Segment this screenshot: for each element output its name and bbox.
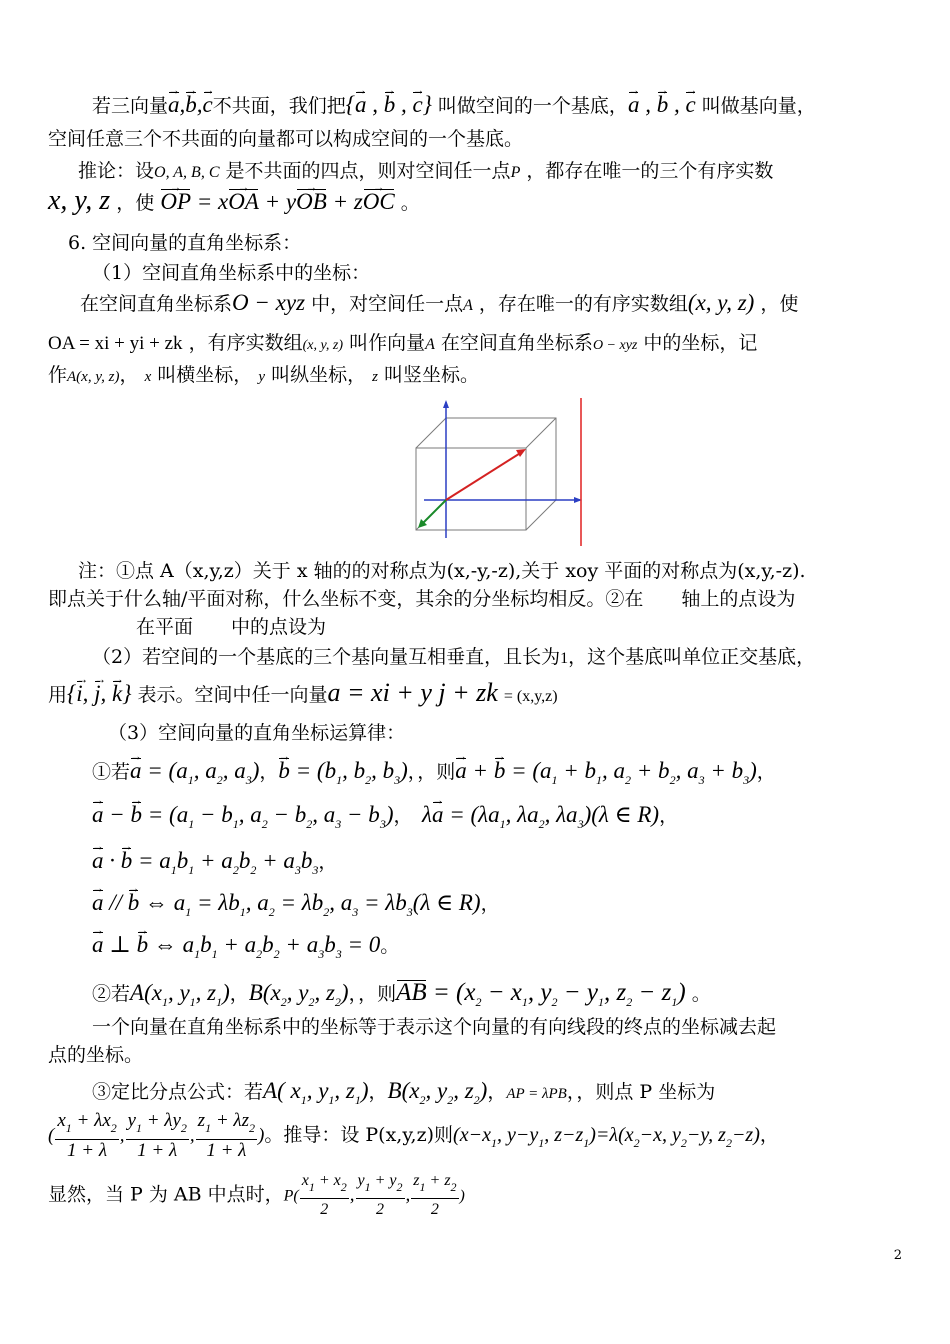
corollary-line: 推论：设O, A, B, C 是不共面的四点，则对空间任一点P ，都存在唯一的三个有序实数 (78, 160, 774, 182)
section-6-heading: 6. 空间向量的直角坐标系： (68, 232, 302, 254)
rule-dot-line: a → · b → = $a_1b_1 + a_2b_2 + a_3b_3$， (92, 846, 950, 885)
rule-ab-vector-line: ②若$A(x_1$, $y_1$, $z_1$)，$B(x_2$, $y_2$, $z_2$)，，则AB = ($x_2 - x_1$, $y_2 - y_1$, $z_2 - z_1$) 。 (92, 979, 711, 1009)
vector-coordinate-note-2: 点的坐标。 (48, 1044, 144, 1066)
section-formula-result-line: ( $\frac{x_1 + \lambda x_2}{1 + \lambda}$ , $\frac{y_1 + \lambda y_2}{1 + \lambda}$ , $\frac{z_1 + \lambda z_2}{1 + \lambda}$ )。推导：设 P(x,y,z)则($x-x_1$, $y-y_1$, $z-z_1)=\lambda(x_2-x$, $y_2-y$, $z_2-z$)， (48, 1110, 779, 1161)
rule-parallel-line: a → // b → ⇔ $a_1 = \lambda b_1$, $a_2 = \lambda b_2$, $a_3 = \lambda b_3(\lambda$ ∈ R)， (92, 888, 950, 927)
basis-definition-line: 若三向量a →,b →,c →不共面，我们把{a → , b → , c →} 叫做空间的一个基底，a → , b → , c → 叫做基向量， (92, 90, 950, 121)
section-6-3-heading: （3）空间向量的直角坐标运算律： (108, 722, 406, 744)
basis-note-line: 空间任意三个不共面的向量都可以构成空间的一个基底。 (48, 128, 524, 150)
midpoint-line: 显然，当 P 为 AB 中点时，P( $\frac{x_1 + x_2}{2}$ , $\frac{y_1 + y_2}{2}$ , $\frac{z_1 + z_2}{2}$ ) (48, 1172, 465, 1218)
note-line-3: 在平面 中的点设为 (136, 616, 327, 638)
page-number: 2 (893, 1248, 902, 1263)
section-6-2-line: （2）若空间的一个基底的三个基向量互相垂直，且长为1，这个基底叫单位正交基底， (92, 646, 816, 668)
rule-perpendicular-line: a → ⊥ b → ⇔ $a_1b_1 + a_2b_2 + a_3b_3 = 0$。 (92, 930, 950, 969)
position-vector (446, 452, 522, 500)
section-6-1-heading: （1）空间直角坐标系中的坐标： (92, 262, 371, 284)
coordinate-definition-line: 在空间直角坐标系O − xyz 中，对空间任一点A ，存在唯一的有序实数组(x, y, z) ，使 (80, 290, 799, 315)
coordinate-system-figure (410, 398, 590, 548)
section-formula-line: ③定比分点公式：若A( $x_1$, $y_1$, $z_1$)，$B(x_2$, $y_2$, $z_2$)，AP = λPB，，则点 P 坐标为 (92, 1078, 716, 1107)
note-line-2: 即点关于什么轴/平面对称，什么坐标不变，其余的分坐标均相反。②在 轴上的点设为 (48, 588, 796, 610)
coordinate-definition-line-2: OA = xi + yi + zk ，有序实数组(x, y, z) 叫作向量A 在空间直角坐标系O − xyz 中的坐标，记 (48, 332, 758, 354)
coordinate-names-line: 作A(x, y, z)， x 叫横坐标， y 叫纵坐标， z 叫竖坐标。 (48, 364, 480, 386)
note-line-1: 注：①点 A（x,y,z）关于 x 轴的的对称点为(x,-y,-z),关于 xoy 平面的对称点为(x,y,-z). (78, 560, 806, 582)
rule-sum-line: ①若a → = ($a_1$, $a_2$, $a_3$)，b → = ($b_1$, $b_2$, $b_3$)，，则a → + b → = ($a_1 + b_1$, $a_2 + b_2$, $a_3 + b_3$)， (92, 756, 950, 795)
rule-difference-line: a → − b → = ($a_1 - b_1$, $a_2 - b_2$, $a_3 - b_3$)， λa → = ($\lambda a_1$, $\lambda a_2$, $\lambda a_3)(\lambda$ ∈ R)， (92, 800, 950, 839)
box-back-face (446, 418, 556, 500)
vector-coordinate-note-1: 一个向量在直角坐标系中的坐标等于表示这个向量的有向线段的终点的坐标减去起 (92, 1016, 777, 1038)
corollary-formula-line: x, y, z ，使 OP → = xOA → + yOB → + zOC → 。 (48, 186, 906, 218)
unit-basis-line: 用{i →, j →, k →} 表示。空间中任一向量a = xi + y j + zk = (x,y,z) (48, 678, 906, 712)
